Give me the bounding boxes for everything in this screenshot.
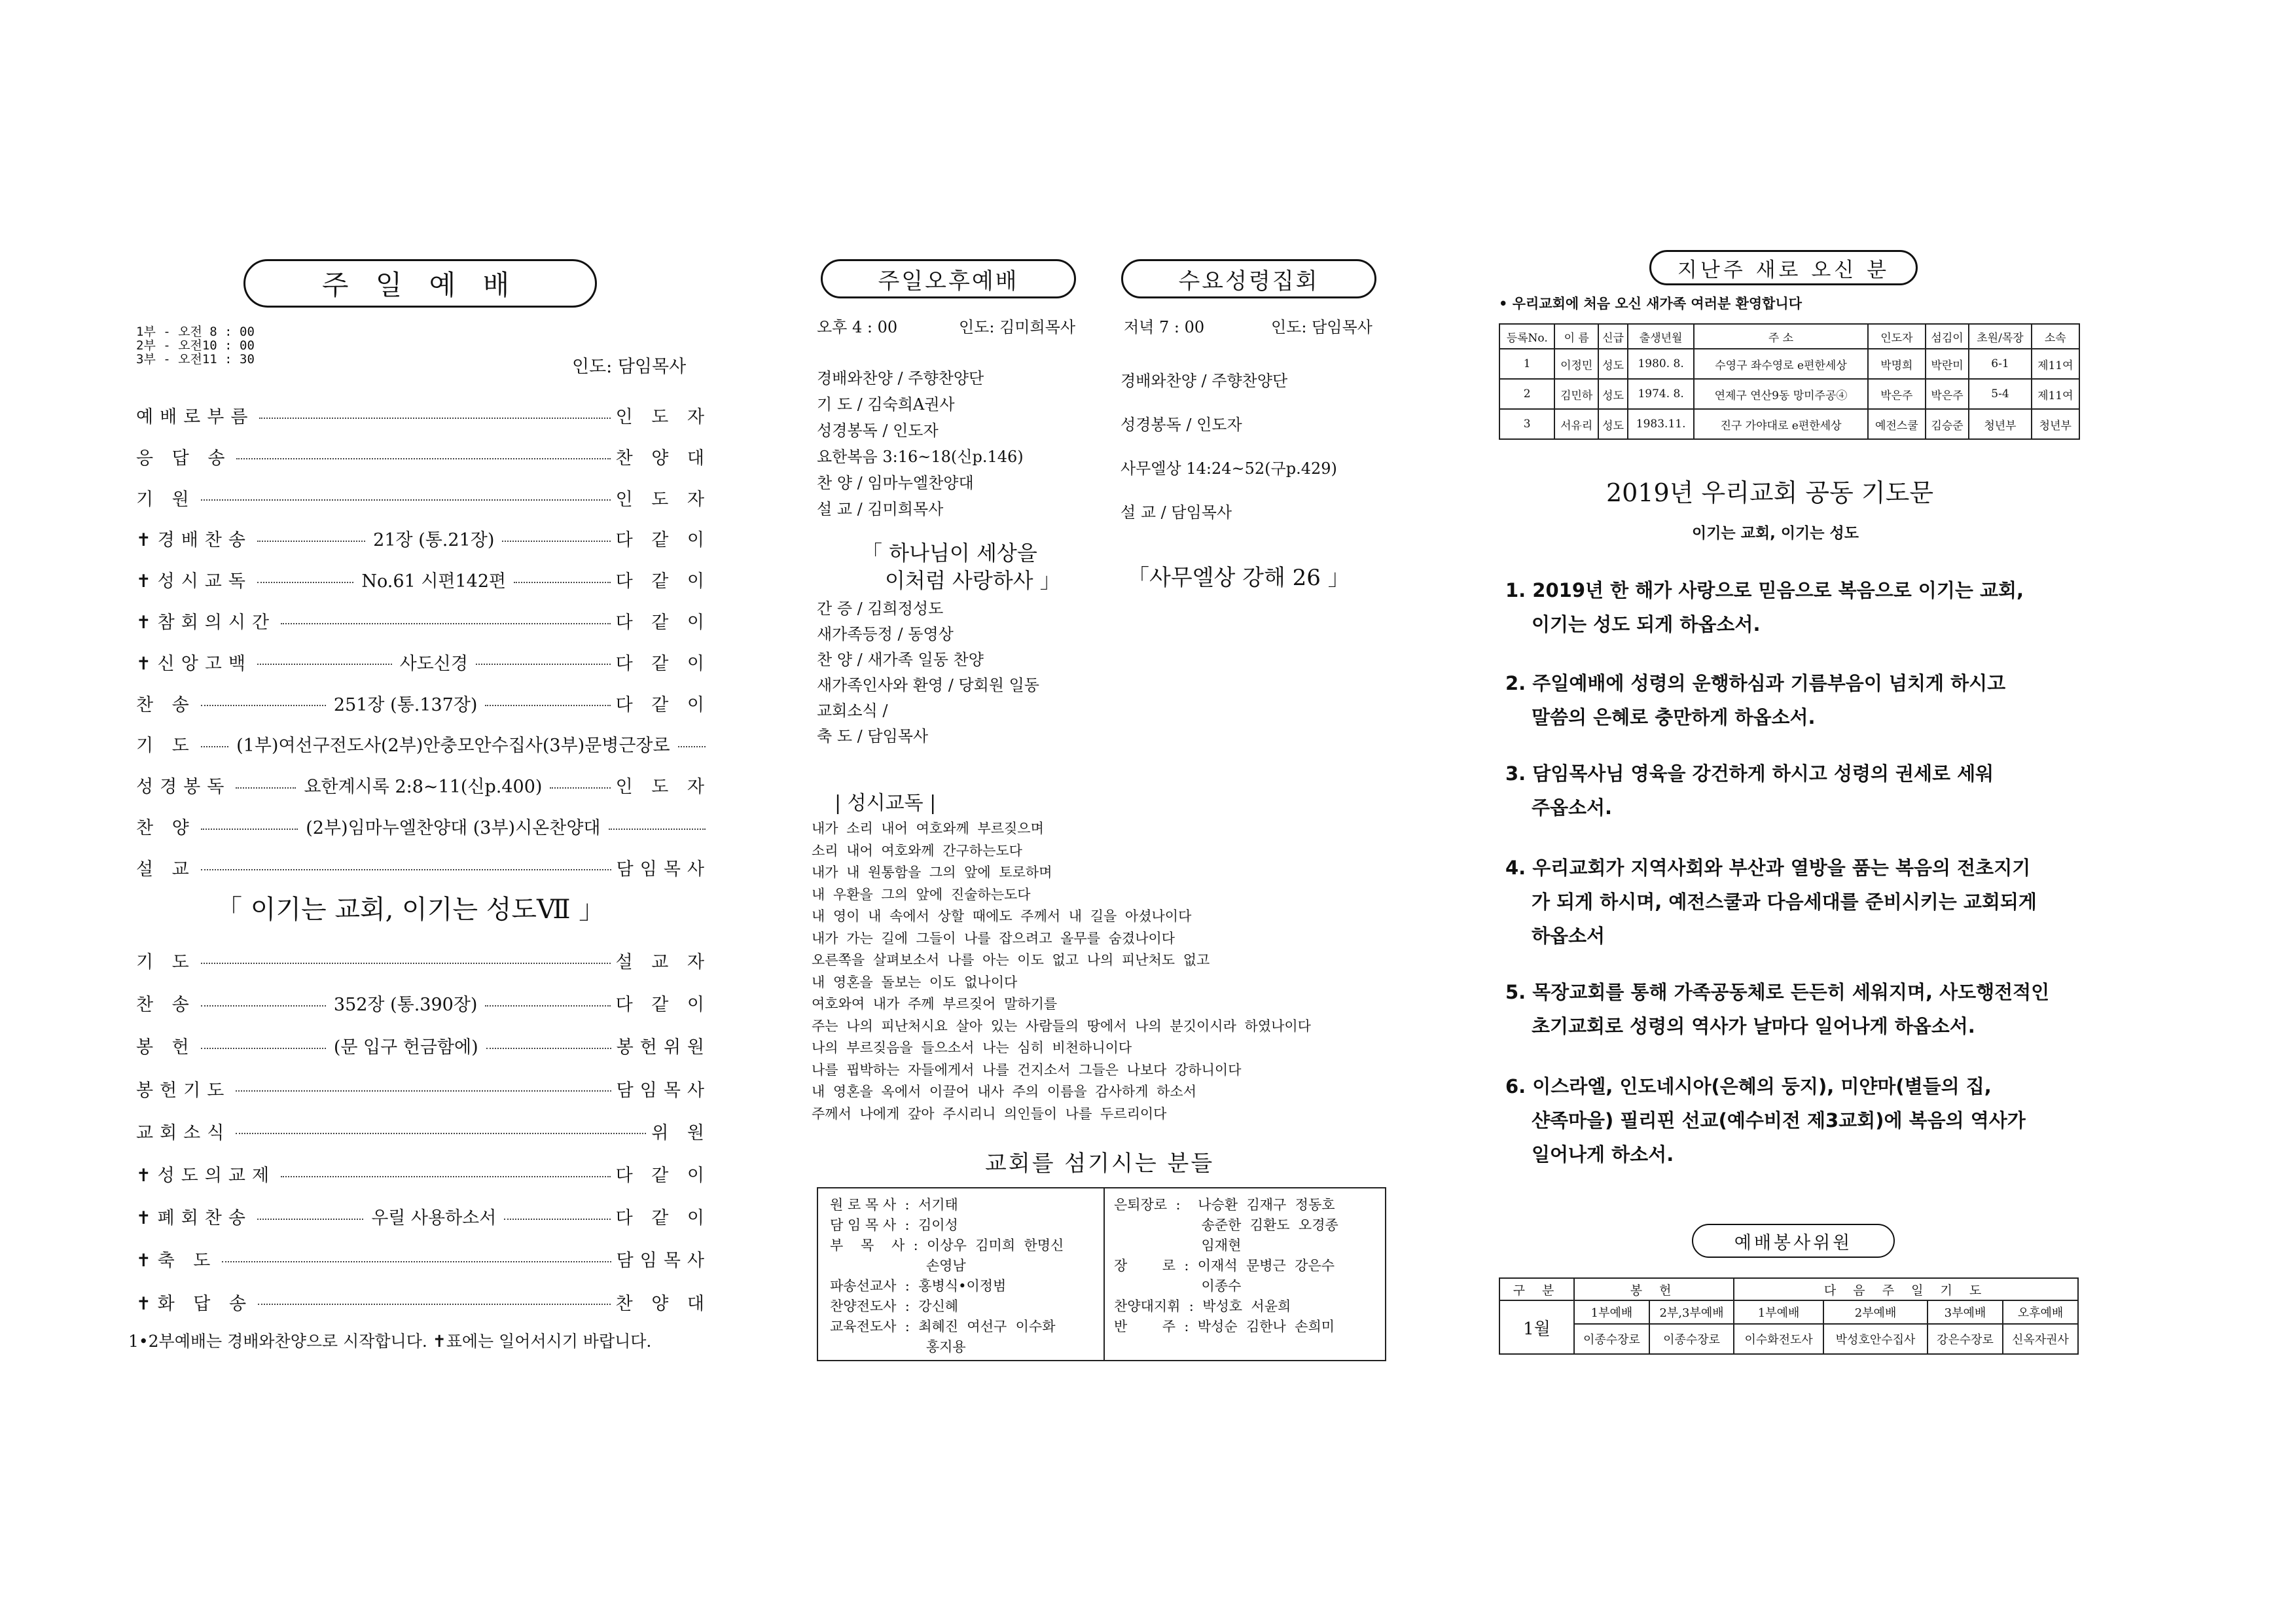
order-row	[136, 1033, 711, 1058]
sub-3: 2부예배	[1823, 1300, 1928, 1324]
newcomers-welcome-text: 우리교회에 처음 오신 새가족 여러분 환영합니다	[1512, 296, 1803, 312]
dot-leader	[281, 623, 611, 624]
order-detail: No.61 시편142편	[361, 571, 507, 592]
dot-leader	[257, 582, 353, 583]
newcomers-col-header: 등록No.	[1499, 324, 1554, 349]
psalm-line: 오른쪽을 살펴보소서 나를 아는 이도 없고 나의 피난처도 없고	[812, 952, 1210, 968]
order-detail: 우릴 사용하소서	[371, 1208, 497, 1229]
prayer-item	[1505, 757, 2081, 825]
dot-leader	[257, 1219, 363, 1220]
staff-divider	[1103, 1188, 1105, 1360]
staff-line: 부 목 사 : 이상우 김미희 한명신	[830, 1238, 1064, 1253]
psalm-line: 내가 내 원통함을 그의 앞에 토로하며	[812, 865, 1052, 880]
afternoon-sermon-line1: 「 하나님이 세상을	[861, 541, 1037, 565]
newcomers-row	[1499, 379, 2079, 409]
order-label: 기 도	[136, 736, 196, 757]
order-role: 다 같 이	[615, 613, 711, 633]
sub-5: 오후예배	[2003, 1300, 2078, 1324]
prayer-item	[1505, 851, 2081, 953]
dot-leader	[504, 1219, 610, 1220]
psalm-line: 주는 나의 피난처시요 살아 있는 사람들의 땅에서 나의 분깃이시라 하였나이다	[812, 1018, 1311, 1034]
afternoon-order-line: 교회소식 /	[817, 702, 888, 720]
dot-leader	[550, 787, 610, 789]
service-schedule	[136, 325, 255, 366]
newcomers-cell: 박란미	[1926, 349, 1969, 379]
dot-leader	[257, 541, 365, 542]
val-1: 이종수장로	[1649, 1324, 1734, 1354]
staff-line: 임재현	[1114, 1238, 1242, 1253]
service-leader: 인도: 담임목사	[572, 357, 687, 377]
schedule-3: 3부 - 오전11 : 30	[136, 352, 255, 366]
order-role: 찬 양 대	[615, 448, 711, 469]
prayer-line: 5. 목장교회를 통해 가족공동체로 든든히 세워지며, 사도행전적인	[1505, 981, 2050, 1003]
order-label: 기 원	[136, 489, 196, 510]
afternoon-order-line: 찬 양 / 새가족 일동 찬양	[817, 651, 984, 669]
newcomers-col-header: 이 름	[1554, 324, 1598, 349]
order-label: 기 도	[136, 952, 196, 972]
order-role: 다 같 이	[615, 1166, 711, 1186]
order-label: 봉헌기도	[136, 1080, 231, 1101]
staff-line: 교육전도사 : 최혜진 여선구 이수화	[830, 1319, 1056, 1334]
prayer-title: 2019년 우리교회 공동 기도문	[1606, 478, 1934, 507]
order-row	[136, 731, 711, 757]
order-role: 찬 양 대	[615, 1293, 711, 1314]
afternoon-order-line: 축 도 / 담임목사	[817, 727, 929, 745]
newcomers-cell: 이정민	[1554, 349, 1598, 379]
newcomers-cell: 진구 가야대로 e편한세상	[1694, 409, 1868, 439]
order-role: 담임목사	[616, 859, 711, 880]
staff-line: 장 로 : 이재석 문병근 강은수	[1114, 1258, 1335, 1274]
dot-leader	[486, 1048, 611, 1049]
prayer-line: 3. 담임목사님 영육을 강건하게 하시고 성령의 권세로 세워	[1505, 762, 1994, 785]
newcomers-cell: 제11여	[2032, 349, 2079, 379]
staff-line: 파송선교사 : 홍병식•이정범	[830, 1278, 1007, 1294]
order-label: ✝참회의시간	[136, 613, 276, 633]
col-next-prayer: 다 음 주 일 기 도	[1734, 1278, 2078, 1300]
wednesday-leader: 인도: 담임목사	[1271, 318, 1372, 336]
prayer-line: 4. 우리교회가 지역사회와 부산과 열방을 품는 복음의 전초지기	[1505, 857, 2031, 879]
newcomers-cell: 5-4	[1969, 379, 2031, 409]
order-row	[136, 948, 711, 973]
order-role: 다 같 이	[615, 653, 711, 674]
newcomers-cell: 박은주	[1868, 379, 1926, 409]
newcomers-cell: 성도	[1598, 349, 1628, 379]
sub-0: 1부예배	[1574, 1300, 1649, 1324]
afternoon-order-line: 새가족등정 / 동영상	[817, 625, 954, 643]
newcomers-col-header: 인도자	[1868, 324, 1926, 349]
order-role: 다 같 이	[615, 694, 711, 715]
newcomers-col-header: 주 소	[1694, 324, 1868, 349]
order-detail: 21장 (통.21장)	[373, 530, 495, 551]
newcomers-cell: 1980. 8.	[1628, 349, 1694, 379]
order-label: ✝신앙고백	[136, 653, 252, 674]
order-row	[136, 608, 711, 633]
staff-left-column	[830, 1195, 1064, 1357]
order-label: ✝화 답 송	[136, 1293, 253, 1314]
dot-leader	[485, 1005, 610, 1007]
dot-leader	[236, 1090, 611, 1092]
newcomers-welcome	[1499, 293, 1802, 313]
newcomers-title-box	[1649, 250, 1918, 285]
newcomers-cell: 김민하	[1554, 379, 1598, 409]
service-header-row	[1499, 1278, 2078, 1300]
order-role: 인 도 자	[615, 777, 711, 798]
afternoon-order-line: 찬 양 / 임마누엘찬양대	[817, 474, 974, 492]
staff-box	[817, 1187, 1386, 1361]
newcomers-col-header: 출생년월	[1628, 324, 1694, 349]
psalm-line: 소리 내어 여호와께 간구하는도다	[812, 842, 1022, 859]
order-row	[136, 772, 711, 798]
afternoon-order-line: 요한복음 3:16~18(신p.146)	[817, 448, 1024, 466]
wednesday-service-title: 수요성령집회	[1178, 268, 1319, 294]
footnote: 1•2부예배는 경배와찬양으로 시작합니다. ✝표에는 일어서시기 바랍니다.	[128, 1332, 652, 1351]
dot-leader	[259, 418, 610, 419]
sub-1: 2부,3부예배	[1649, 1300, 1734, 1324]
newcomers-cell: 청년부	[2032, 409, 2079, 439]
prayer-line: 가 되게 하시며, 예전스쿨과 다음세대를 준비시키는 교회되게	[1532, 891, 2037, 913]
col-gubun: 구 분	[1499, 1278, 1574, 1300]
prayer-line: 6. 이스라엘, 인도네시아(은혜의 둥지), 미얀마(별들의 집,	[1505, 1075, 1992, 1097]
sub-4: 3부예배	[1928, 1300, 2003, 1324]
order-role: 다 같 이	[615, 571, 711, 592]
order-label: ✝성시교독	[136, 571, 252, 592]
service-committee-title-box	[1692, 1224, 1895, 1258]
psalm-line: 나를 핍박하는 자들에게서 나를 건지소서 그들은 나보다 강하니이다	[812, 1061, 1242, 1078]
afternoon-sermon-line2: 이처럼 사랑하사 」	[885, 568, 1061, 593]
order-detail: 요한계시록 2:8~11(신p.400)	[304, 777, 543, 798]
staff-line: 찬양전도사 : 강신혜	[830, 1298, 959, 1314]
newcomers-cell: 서유리	[1554, 409, 1598, 439]
staff-line: 찬양대지휘 : 박성호 서윤희	[1114, 1298, 1291, 1314]
order-role: 다 같 이	[615, 530, 711, 551]
dot-leader	[201, 963, 611, 964]
val-3: 박성호안수집사	[1823, 1324, 1928, 1354]
afternoon-order-line: 새가족인사와 환영 / 당회원 일동	[817, 676, 1039, 694]
order-label: 찬 송	[136, 995, 196, 1016]
psalm-line: 내 우환을 그의 앞에 진술하는도다	[812, 886, 1031, 902]
service-sub-row	[1499, 1300, 2078, 1324]
wednesday-order-line: 설 교 / 담임목사	[1121, 503, 1232, 522]
staff-line: 원 로 목 사 : 서기태	[830, 1197, 958, 1213]
order-role: 설 교 자	[615, 952, 711, 972]
prayer-line: 1. 2019년 한 해가 사랑으로 믿음으로 복음으로 이기는 교회,	[1505, 579, 2024, 601]
prayer-line: 샨족마을) 필리핀 선교(예수비전 제3교회)에 복음의 역사가	[1532, 1109, 2026, 1132]
wednesday-order-line: 사무엘상 14:24~52(구p.429)	[1121, 459, 1337, 478]
wednesday-time: 저녁 7 : 00	[1124, 318, 1205, 336]
staff-line: 송준한 김환도 오경종	[1114, 1217, 1338, 1233]
newcomers-cell: 1983.11.	[1628, 409, 1694, 439]
newcomers-cell: 2	[1499, 379, 1554, 409]
order-row	[136, 649, 711, 675]
order-row	[136, 1204, 711, 1229]
staff-title: 교회를 섬기시는 분들	[985, 1150, 1215, 1177]
order-detail: 사도신경	[399, 653, 468, 674]
val-0: 이종수장로	[1574, 1324, 1649, 1354]
order-detail: (문 입구 헌금함에)	[333, 1037, 478, 1058]
newcomers-col-header: 섬김이	[1926, 324, 1969, 349]
psalm-line: 주께서 나에게 갚아 주시리니 의인들이 나를 두르리이다	[812, 1105, 1167, 1122]
order-label: ✝축 도	[136, 1251, 217, 1272]
newcomers-cell: 청년부	[1969, 409, 2031, 439]
wednesday-sermon: 「사무엘상 강해 26 」	[1127, 565, 1350, 591]
dot-leader	[201, 829, 298, 830]
newcomers-row	[1499, 349, 2079, 379]
bullet-icon: •	[1499, 296, 1513, 312]
dot-leader	[609, 829, 706, 830]
afternoon-service-title: 주일오후예배	[878, 268, 1019, 294]
order-label: 찬 양	[136, 818, 196, 838]
order-label: ✝경배찬송	[136, 530, 252, 551]
order-detail: 352장 (통.390장)	[333, 995, 478, 1016]
order-row	[136, 526, 711, 551]
psalm-line: 나의 부르짖음을 들으소서 나는 심히 비천하니이다	[812, 1040, 1132, 1056]
val-4: 강은수장로	[1928, 1324, 2003, 1354]
dot-leader	[678, 746, 706, 747]
newcomers-cell: 예전스쿨	[1868, 409, 1926, 439]
newcomers-col-header: 신급	[1598, 324, 1628, 349]
dot-leader	[236, 1133, 646, 1134]
dot-leader	[201, 869, 611, 870]
psalm-title: | 성시교독 |	[834, 792, 937, 815]
dot-leader	[257, 664, 392, 665]
staff-line: 담 임 목 사 : 김이성	[830, 1217, 958, 1233]
order-label: 교회소식	[136, 1122, 231, 1143]
order-row	[136, 402, 711, 428]
order-role: 인 도 자	[615, 407, 711, 427]
dot-leader	[222, 1261, 611, 1262]
order-label: ✝성도의교제	[136, 1166, 276, 1186]
order-role: 다 같 이	[615, 995, 711, 1016]
val-2: 이수화전도사	[1734, 1324, 1823, 1354]
prayer-item	[1505, 975, 2081, 1043]
order-detail: (2부)임마누엘찬양대 (3부)시온찬양대	[306, 818, 601, 838]
service-value-row	[1499, 1324, 2078, 1354]
dot-leader	[502, 541, 610, 542]
prayer-item	[1505, 1069, 2081, 1171]
order-row	[136, 1246, 711, 1272]
psalm-line: 내 영혼을 옥에서 이끌어 내사 주의 이름을 감사하게 하소서	[812, 1084, 1197, 1099]
newcomers-cell: 제11여	[2032, 379, 2079, 409]
afternoon-service-title-box	[821, 259, 1076, 298]
wednesday-service-title-box	[1121, 259, 1376, 298]
prayer-subtitle: 이기는 교회, 이기는 성도	[1692, 525, 1859, 542]
wednesday-order-line: 성경봉독 / 인도자	[1121, 416, 1242, 434]
newcomers-row	[1499, 409, 2079, 439]
afternoon-order-line: 설 교 / 김미희목사	[817, 500, 944, 518]
sermon-title: 「 이기는 교회, 이기는 성도Ⅶ 」	[216, 895, 605, 925]
psalm-line: 내가 가는 길에 그들이 나를 잡으려고 올무를 숨겼나이다	[812, 930, 1175, 946]
dot-leader	[514, 582, 610, 583]
newcomers-col-header: 초원/목장	[1969, 324, 2031, 349]
psalm-line: 내가 소리 내어 여호와께 부르짖으며	[812, 821, 1044, 836]
order-role: 담임목사	[616, 1080, 711, 1101]
order-label: 찬 송	[136, 694, 196, 715]
dot-leader	[201, 746, 228, 747]
sunday-service-title: 주 일 예 배	[321, 269, 519, 301]
col-bongheon: 봉 헌	[1574, 1278, 1734, 1300]
newcomers-title: 지난주 새로 오신 분	[1677, 258, 1890, 282]
order-row	[136, 1161, 711, 1186]
order-label: 봉 헌	[136, 1037, 196, 1058]
order-row	[136, 444, 711, 469]
prayer-line: 초기교회로 성령의 역사가 날마다 일어나게 하옵소서.	[1532, 1015, 1975, 1037]
dot-leader	[201, 1048, 326, 1049]
order-row	[136, 485, 711, 510]
staff-line: 반 주 : 박성순 김한나 손희미	[1114, 1319, 1335, 1334]
val-5: 신옥자권사	[2003, 1324, 2078, 1354]
wednesday-order-line: 경배와찬양 / 주향찬양단	[1121, 372, 1288, 390]
order-role: 다 같 이	[615, 1208, 711, 1229]
staff-line: 은퇴장로 : 나승환 김재구 정동호	[1114, 1197, 1335, 1213]
dot-leader	[201, 499, 611, 501]
newcomers-cell: 수영구 좌수영로 e편한세상	[1694, 349, 1868, 379]
order-label: ✝폐회찬송	[136, 1208, 252, 1229]
newcomers-table	[1499, 323, 2080, 440]
sunday-service-title-box	[243, 259, 597, 308]
newcomers-cell: 3	[1499, 409, 1554, 439]
prayer-item	[1505, 666, 2081, 734]
prayer-line: 일어나게 하소서.	[1532, 1143, 1674, 1166]
sub-2: 1부예배	[1734, 1300, 1823, 1324]
newcomers-cell: 연제구 연산9동 망미주공④	[1694, 379, 1868, 409]
schedule-2: 2부 - 오전10 : 00	[136, 338, 255, 353]
order-label: 설 교	[136, 859, 196, 880]
prayer-line: 말씀의 은혜로 충만하게 하옵소서.	[1532, 706, 1816, 728]
schedule-1: 1부 - 오전 8 : 00	[136, 325, 255, 339]
staff-line: 홍지용	[830, 1339, 966, 1355]
dot-leader	[281, 1176, 611, 1177]
order-label: 예배로부름	[136, 407, 255, 427]
newcomers-cell: 1	[1499, 349, 1554, 379]
dot-leader	[258, 1304, 611, 1305]
order-label: 성경봉독	[136, 777, 231, 798]
order-role: 봉헌위원	[616, 1037, 711, 1058]
service-committee-title: 예배봉사위원	[1734, 1232, 1853, 1253]
afternoon-order-line: 성경봉독 / 인도자	[817, 421, 939, 440]
order-row	[136, 1118, 711, 1144]
order-detail: (1부)여선구전도사(2부)안충모안수집사(3부)문병근장로	[236, 736, 670, 757]
newcomers-cell: 박명희	[1868, 349, 1926, 379]
newcomers-col-header: 소속	[2032, 324, 2079, 349]
psalm-line: 내 영혼을 돌보는 이도 없나이다	[812, 974, 1018, 990]
dot-leader	[201, 705, 326, 706]
order-row	[136, 855, 711, 880]
newcomers-cell: 박은주	[1926, 379, 1969, 409]
order-row	[136, 1289, 711, 1315]
order-role: 담임목사	[616, 1251, 711, 1272]
dot-leader	[236, 787, 296, 789]
afternoon-order-line: 기 도 / 김숙희A권사	[817, 395, 955, 414]
staff-line: 이종수	[1114, 1278, 1242, 1294]
dot-leader	[476, 664, 611, 665]
dot-leader	[236, 458, 610, 459]
prayer-line: 2. 주일예배에 성령의 운행하심과 기름부음이 넘치게 하시고	[1505, 672, 2006, 694]
order-row	[136, 813, 711, 839]
order-row	[136, 1076, 711, 1101]
order-role: 인 도 자	[615, 489, 711, 510]
afternoon-order-line: 경배와찬양 / 주향찬양단	[817, 369, 984, 387]
afternoon-leader: 인도: 김미희목사	[959, 318, 1076, 336]
psalm-line: 내 영이 내 속에서 상할 때에도 주께서 내 길을 아셨나이다	[812, 908, 1192, 924]
afternoon-order-line: 간 증 / 김희정성도	[817, 599, 944, 618]
staff-line: 손영남	[830, 1258, 966, 1274]
afternoon-time: 오후 4 : 00	[817, 318, 898, 336]
newcomers-cell: 김승준	[1926, 409, 1969, 439]
newcomers-header-row	[1499, 324, 2079, 349]
order-row	[136, 567, 711, 592]
order-detail: 251장 (통.137장)	[333, 694, 478, 715]
prayer-item	[1505, 573, 2081, 641]
order-label: 응 답 송	[136, 448, 232, 469]
newcomers-cell: 6-1	[1969, 349, 2031, 379]
dot-leader	[485, 705, 610, 706]
newcomers-cell: 1974. 8.	[1628, 379, 1694, 409]
staff-right-column	[1114, 1195, 1338, 1337]
newcomers-cell: 성도	[1598, 409, 1628, 439]
order-role: 위 원	[651, 1122, 711, 1143]
prayer-line: 이기는 성도 되게 하옵소서.	[1532, 613, 1761, 635]
prayer-line: 주옵소서.	[1532, 796, 1613, 819]
psalm-line: 여호와여 내가 주께 부르짖어 말하기를	[812, 996, 1058, 1012]
newcomers-cell: 성도	[1598, 379, 1628, 409]
month-cell: 1월	[1499, 1300, 1574, 1354]
order-row	[136, 690, 711, 716]
dot-leader	[201, 1005, 326, 1007]
order-row	[136, 990, 711, 1016]
service-committee-table	[1499, 1277, 2079, 1355]
prayer-line: 하옵소서	[1532, 925, 1605, 947]
